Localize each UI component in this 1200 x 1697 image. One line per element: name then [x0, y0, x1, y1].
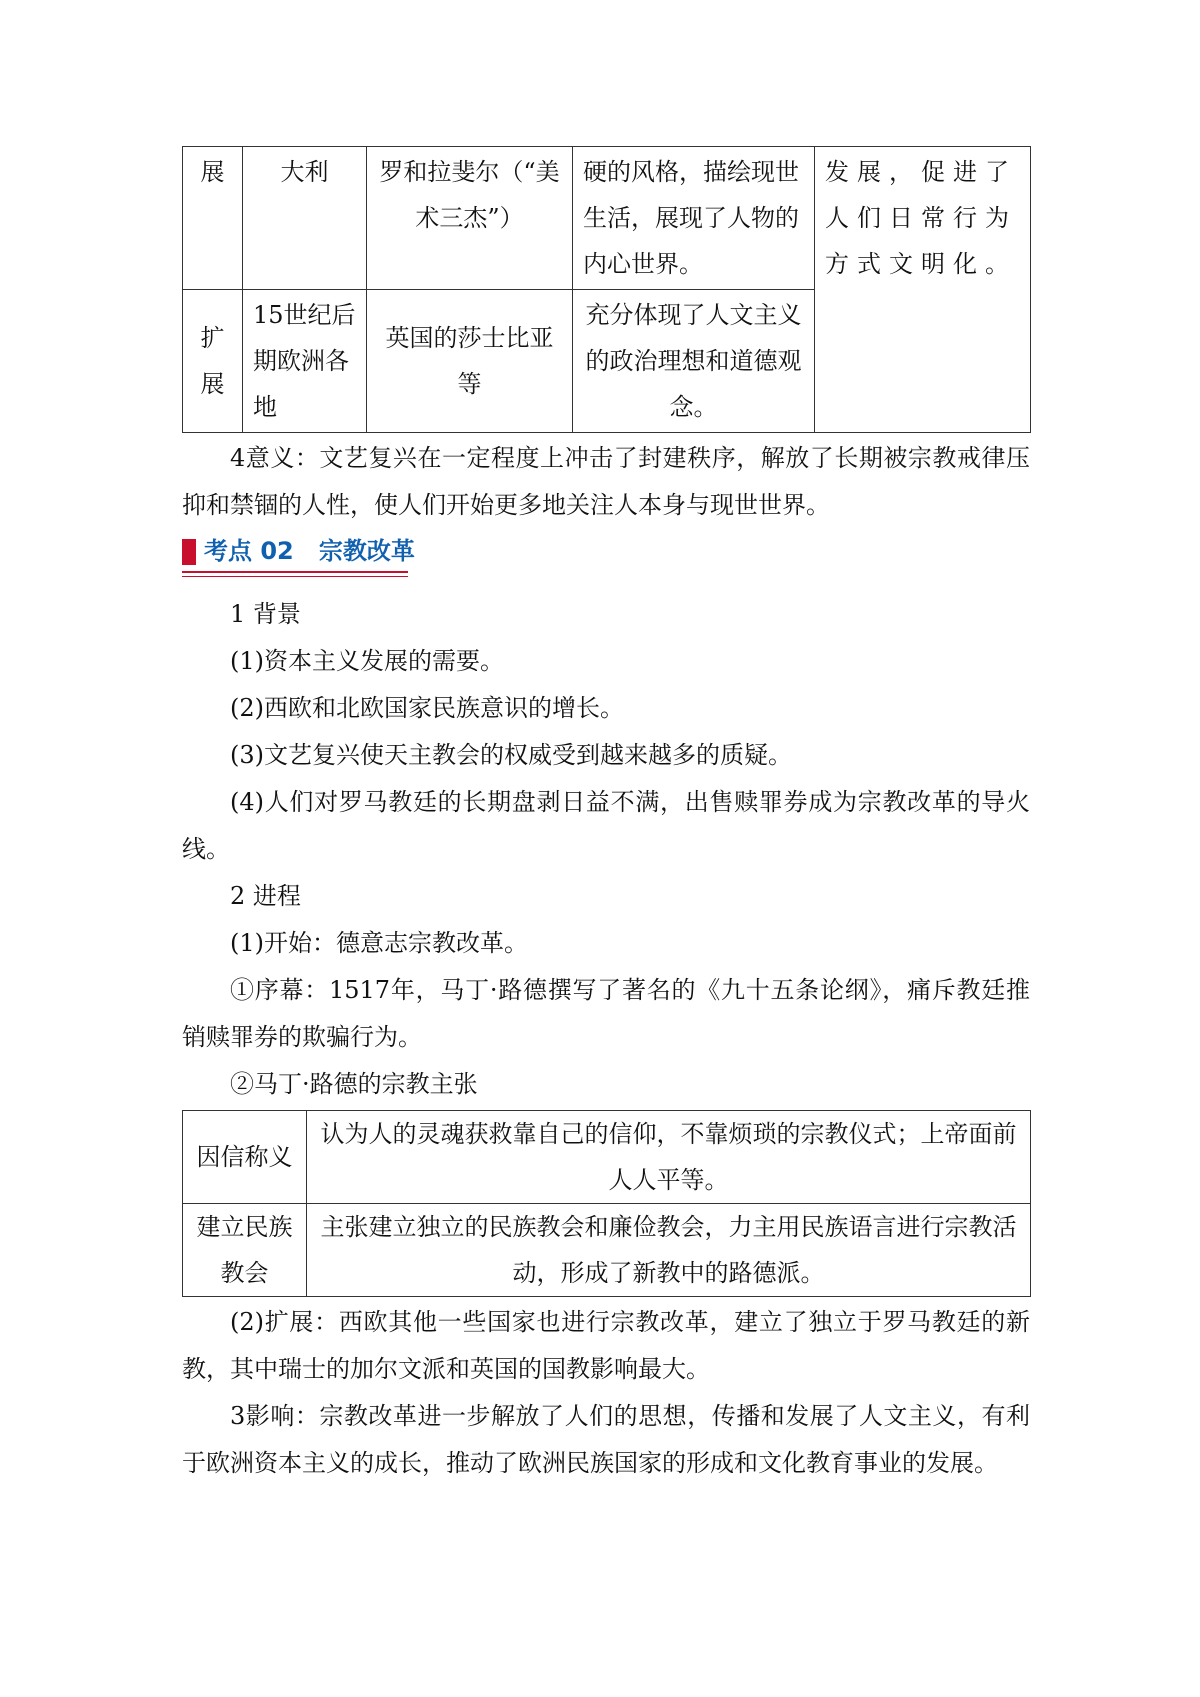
document-page: [182, 146, 1030, 1487]
background-item: (2)西欧和北欧国家民族意识的增长。: [230, 694, 624, 722]
table-cell: 展: [183, 147, 243, 290]
background-item: (1)资本主义发展的需要。: [230, 647, 504, 675]
table-row: [183, 1111, 1031, 1204]
table-cell: 15世纪后期欧洲各地: [243, 290, 367, 433]
process-start: (1)开始：德意志宗教改革。: [230, 929, 528, 957]
table-cell: 罗和拉斐尔（“美术三杰”）: [367, 147, 573, 290]
table-cell: 硬的风格，描绘现世生活，展现了人物的内心世界。: [573, 147, 815, 290]
table-row: [183, 147, 1031, 290]
process-heading: 2 进程: [230, 882, 301, 910]
significance-paragraph: 4意义：文艺复兴在一定程度上冲击了封建秩序，解放了长期被宗教戒律压抑和禁锢的人性，使人们开始更多地关注人本身与现世世界。: [182, 444, 1030, 519]
background-item: (4)人们对罗马教廷的长期盘剥日益不满，出售赎罪券成为宗教改革的导火线。: [182, 788, 1030, 863]
section-underline: [182, 571, 408, 573]
claim-desc: 认为人的灵魂获救靠自己的信仰，不靠烦琐的宗教仪式；上帝面前人人平等。: [307, 1111, 1031, 1204]
claim-name: 因信称义: [183, 1111, 307, 1204]
section-underline-thin: [182, 576, 408, 577]
table-row: [183, 1204, 1031, 1297]
claims-heading: ②马丁·路德的宗教主张: [230, 1070, 478, 1098]
claim-desc: 主张建立独立的民族教会和廉俭教会，力主用民族语言进行宗教活动，形成了新教中的路德派。: [307, 1204, 1031, 1297]
influence-paragraph: 3影响：宗教改革进一步解放了人们的思想，传播和发展了人文主义，有利于欧洲资本主义的成长，推动了欧洲民族国家的形成和文化教育事业的发展。: [182, 1402, 1030, 1477]
table-cell: 发展，促进了人们日常行为方式文明化。: [815, 147, 1031, 433]
table-cell: 充分体现了人文主义的政治理想和道德观念。: [573, 290, 815, 433]
table-cell: 扩展: [183, 290, 243, 433]
section-marker: [182, 539, 196, 565]
table-cell: 英国的莎士比亚等: [367, 290, 573, 433]
renaissance-table: [182, 146, 1031, 433]
process-extension: (2)扩展：西欧其他一些国家也进行宗教改革，建立了独立于罗马教廷的新教，其中瑞士的加尔文派和英国的国教影响最大。: [182, 1308, 1030, 1383]
section-title: 考点 02 宗教改革: [204, 537, 415, 565]
process-prelude: ①序幕：1517年，马丁·路德撰写了著名的《九十五条论纲》，痛斥教廷推销赎罪券的欺骗行为。: [182, 976, 1030, 1051]
table-cell: 大利: [243, 147, 367, 290]
background-item: (3)文艺复兴使天主教会的权威受到越来越多的质疑。: [230, 741, 792, 769]
background-heading: 1 背景: [230, 600, 301, 628]
claim-name: 建立民族教会: [183, 1204, 307, 1297]
luther-claims-table: [182, 1110, 1031, 1297]
section-header: [182, 531, 1030, 581]
